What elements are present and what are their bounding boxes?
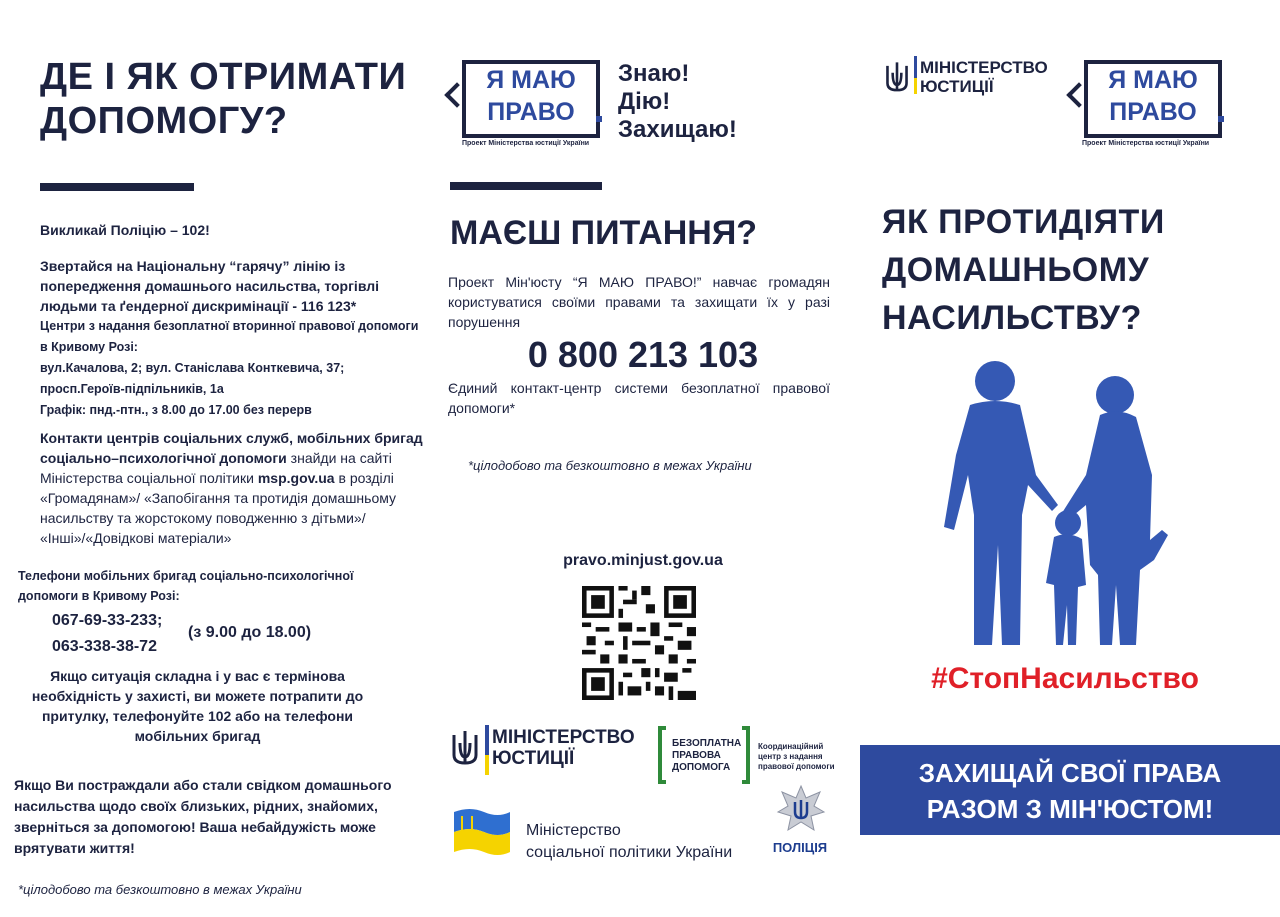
slogan-2: Дію! — [618, 88, 671, 115]
contacts-bold: Контакти центрів соціальних служб, мобільних бригад соціально–психологічної допомоги — [40, 430, 423, 466]
minjust-right-line-2: ЮСТИЦІЇ — [920, 77, 994, 96]
bpd-line-1: БЕЗОПЛАТНА — [672, 738, 742, 749]
minjust-line-1: МІНІСТЕРСТВО — [492, 727, 635, 748]
phone-hours: (з 9.00 до 18.00) — [188, 624, 312, 641]
logo-right-line-2: ПРАВО — [1109, 98, 1197, 126]
ya-mayu-pravo-logo — [448, 56, 618, 151]
minjust-logo-center — [450, 725, 650, 785]
logo-right-subtitle: Проект Міністерства юстиції України — [1082, 140, 1210, 147]
right-heading-2: ДОМАШНЬОМУ — [882, 251, 1150, 289]
left-footnote: *цілодобово та безкоштовно в межах України — [18, 882, 302, 897]
shelter-text: Якщо ситуація складна і у вас є термінова необхідність у захисті, ви можете потрапити до притулку, телефонуйте 102 або на телефони мобільних бригад — [31, 668, 364, 744]
right-heading-1: ЯК ПРОТИДІЯТИ — [882, 203, 1165, 241]
ya-mayu-pravo-logo-right — [1066, 56, 1236, 151]
bpd-logo — [658, 726, 836, 784]
bpd-line-2: ПРАВОВА — [672, 750, 721, 761]
phone-2[interactable]: 063-338-38-72 — [52, 638, 157, 655]
number-description: Єдиний контакт-центр системи безоплатної правової допомоги* — [448, 380, 830, 416]
logo-right-dot — [1218, 116, 1224, 122]
center-heading: МАЄШ ПИТАННЯ? — [450, 214, 758, 252]
logo-subtitle: Проект Міністерства юстиції України — [462, 140, 590, 147]
minjust-bar-yellow — [485, 755, 489, 775]
social-contacts — [40, 428, 435, 548]
msp-site-link[interactable]: msp.gov.ua — [257, 470, 335, 486]
centers-hours: Графік: пнд.-птн., з 8.00 до 17.00 без перерв — [40, 403, 312, 417]
contacts-rest: в розділі «Громадянам»/ «Запобігання та протидія домашньому насильству та жорстокому поводженню з дітьми»/ «Інші»/«Довідкові матеріали» — [40, 470, 397, 546]
centers-address-2: просп.Героїв-підпільників, 1а — [40, 382, 224, 396]
banner-line-2: РАЗОМ З МІН'ЮСТОМ! — [926, 794, 1214, 824]
police-star-icon — [776, 784, 826, 834]
bottom-banner — [860, 745, 1280, 835]
police-call: Викликай Поліцію – 102! — [40, 222, 210, 238]
legal-centers — [40, 316, 420, 421]
appeal-text: Якщо Ви постраждали або стали свідком домашнього насильства щодо своїх близьких, рідних, знайомих, зверніться за допомогою! Ваша небайдужість може врятувати життя! — [14, 777, 392, 856]
centers-address-1: вул.Качалова, 2; вул. Станіслава Конткевича, 37; — [40, 361, 345, 375]
msp-logo — [450, 806, 760, 866]
msp-line-2: соціальної політики України — [526, 844, 733, 861]
ukraine-flag-icon — [450, 806, 514, 858]
logo-right-line-1: Я МАЮ — [1108, 66, 1198, 94]
msp-text — [526, 820, 732, 864]
minjust-right-line-1: МІНІСТЕРСТВО — [920, 58, 1048, 77]
trident-icon-right — [884, 60, 910, 96]
bpd-line-3: ДОПОМОГА — [672, 762, 731, 773]
minjust-right-bar-yellow — [914, 78, 917, 94]
bpd-text — [672, 738, 741, 774]
minjust-logo-right — [884, 56, 1054, 100]
minjust-text-right — [920, 58, 1048, 96]
contacts-find: знайди на сайті Міністерства соціальної політики — [40, 450, 392, 486]
minjust-bar-blue — [485, 725, 489, 755]
left-heading: ДЕ І ЯК ОТРИМАТИ ДОПОМОГУ? — [40, 56, 407, 142]
hotline-number[interactable]: 0 800 213 103 — [527, 334, 759, 375]
bpd-bracket-right — [742, 726, 750, 784]
brigades-title: Телефони мобільних бригад соціально-психологічної допомоги в Кривому Розі: — [18, 569, 354, 603]
family-silhouette-illustration — [940, 355, 1180, 655]
left-divider — [40, 183, 194, 191]
police-text: ПОЛІЦІЯ — [772, 840, 828, 855]
phone-1[interactable]: 067-69-33-233; — [52, 612, 163, 629]
logo-line-1: Я МАЮ — [486, 66, 576, 94]
center-divider — [450, 182, 602, 190]
slogan — [618, 60, 737, 144]
hotline-text: Звертайся на Національну “гарячу” лінію із попередження домашнього насильства, торгівлі людьми та ґендерної дискримінації - 116 123* — [40, 258, 380, 314]
minjust-text-center — [492, 727, 635, 769]
slogan-3: Захищаю! — [618, 116, 737, 143]
center-intro: Проект Мін'юсту “Я МАЮ ПРАВО!” навчає громадян користуватися своїми правами та захищати їх у разі порушення — [448, 274, 830, 330]
right-heading-3: НАСИЛЬСТВУ? — [882, 299, 1142, 337]
slogan-1: Знаю! — [618, 60, 690, 87]
minjust-right-bar-blue — [914, 56, 917, 78]
logo-dot — [596, 116, 602, 122]
police-logo — [768, 784, 832, 862]
pravo-site-link[interactable]: pravo.minjust.gov.ua — [563, 552, 723, 569]
center-footnote: *цілодобово та безкоштовно в межах України — [468, 458, 752, 473]
banner-line-1: ЗАХИЩАЙ СВОЇ ПРАВА — [918, 758, 1222, 788]
msp-line-1: Міністерство — [526, 822, 621, 839]
trident-icon — [450, 729, 480, 769]
right-heading — [882, 198, 1242, 342]
coord-center-text: Координаційний центр з надання правової допомоги — [758, 742, 835, 771]
centers-title: Центри з надання безоплатної вторинної правової допомоги в Кривому Розі: — [40, 319, 419, 354]
qr-code[interactable] — [582, 586, 696, 700]
minjust-line-2: ЮСТИЦІЇ — [492, 748, 575, 769]
bpd-bracket-left — [658, 726, 666, 784]
logo-line-2: ПРАВО — [487, 98, 575, 126]
hashtag-stop-violence: #СтопНасильство — [931, 662, 1199, 695]
